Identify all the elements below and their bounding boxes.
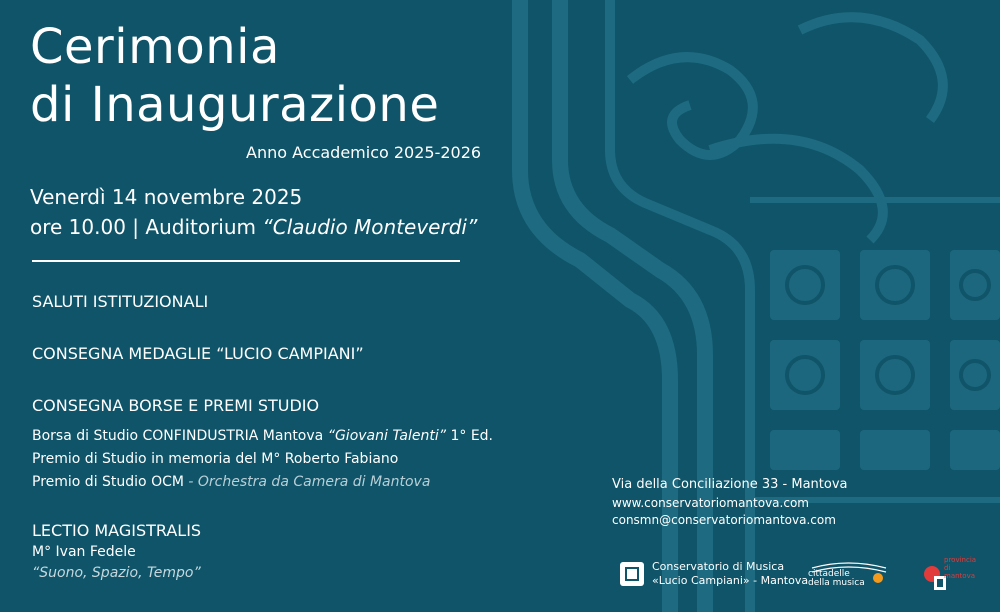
borsa-prefix: Borsa di Studio CONFINDUSTRIA Mantova: [32, 428, 328, 444]
borsa-name: “Giovani Talenti”: [327, 428, 447, 444]
conservatorio-name: Conservatorio di Musica: [652, 560, 785, 573]
address: Via della Conciliazione 33 - Mantova: [612, 477, 848, 492]
title-line-1: Cerimonia: [30, 19, 280, 75]
lectio-speaker: M° Ivan Fedele: [32, 544, 136, 560]
premio-ocm-orchestra: - Orchestra da Camera di Mantova: [183, 474, 431, 490]
borsa-edition: 1° Ed.: [446, 428, 494, 444]
conservatorio-logo: [620, 560, 808, 588]
conservatorio-subtitle: «Lucio Campiani» - Mantova: [652, 574, 809, 587]
provincia-name: provincia: [944, 556, 977, 564]
program-item-premio-fabiano: Premio di Studio in memoria del M° Roberto Fabiano: [32, 451, 399, 467]
event-date: Venerdì 14 novembre 2025: [30, 185, 303, 209]
provincia-subtitle: di mantova: [944, 564, 976, 580]
event-venue-name: “Claudio Monteverdi”: [262, 215, 478, 239]
cittadelle-logo: [808, 558, 888, 588]
website-link[interactable]: www.conservatoriomantova.com: [612, 496, 809, 510]
section-lectio: LECTIO MAGISTRALIS: [32, 521, 202, 540]
conservatorio-emblem-icon: [620, 562, 644, 586]
section-borse: CONSEGNA BORSE E PREMI STUDIO: [32, 396, 320, 415]
cittadelle-subtitle: della musica: [808, 578, 865, 588]
cittadelle-name: cittadelle: [808, 569, 850, 579]
provincia-logo: [922, 556, 977, 592]
premio-ocm-label: Premio di Studio OCM: [32, 474, 184, 490]
lectio-title: “Suono, Spazio, Tempo”: [32, 565, 201, 581]
academic-year: Anno Accademico 2025-2026: [246, 143, 482, 162]
event-time-venue: [30, 212, 477, 242]
email-link[interactable]: consmn@conservatoriomantova.com: [612, 513, 836, 527]
page-title: [30, 18, 439, 134]
section-medaglie: CONSEGNA MEDAGLIE “LUCIO CAMPIANI”: [32, 344, 364, 363]
program-item-borsa-confindustria: [32, 428, 493, 444]
program-item-premio-ocm: [32, 474, 430, 490]
section-saluti: SALUTI ISTITUZIONALI: [32, 292, 209, 311]
divider-line: [32, 260, 460, 262]
title-line-2: di Inaugurazione: [30, 77, 440, 133]
event-details: [30, 182, 477, 242]
event-time: ore 10.00 | Auditorium: [30, 215, 263, 239]
